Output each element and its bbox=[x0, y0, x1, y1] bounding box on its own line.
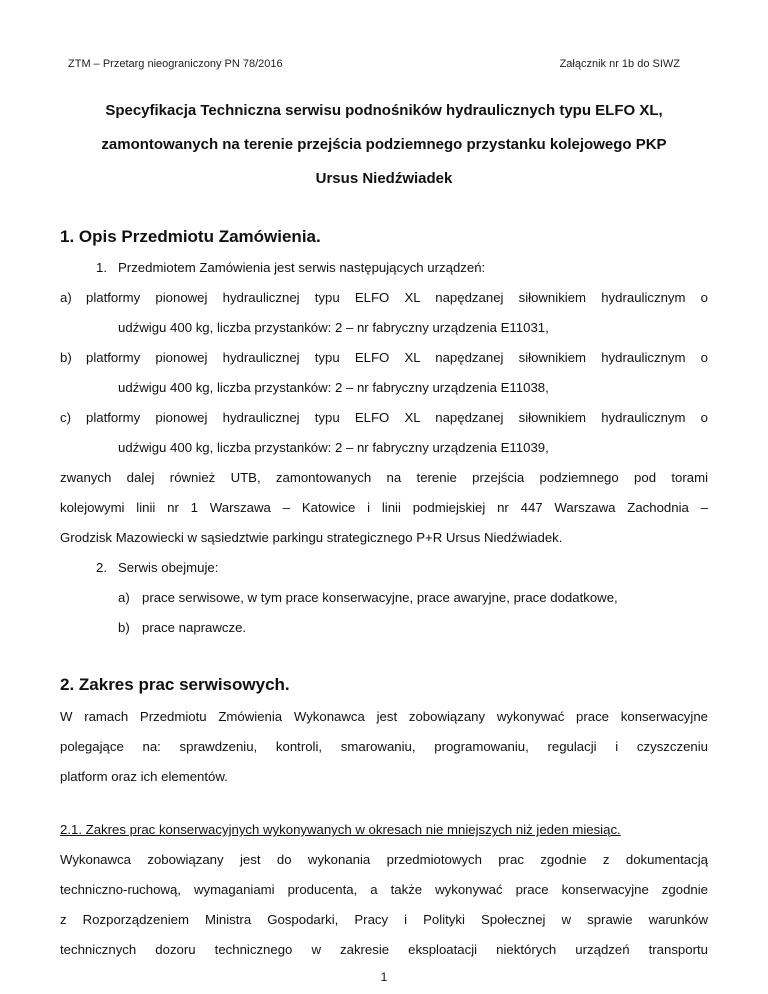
serwis-b-text: prace naprawcze. bbox=[142, 620, 247, 635]
title-line-2: zamontowanych na terenie przejścia podziemnego przystanku kolejowego PKP bbox=[101, 136, 667, 153]
item-2-text: Serwis obejmuje: bbox=[118, 560, 219, 575]
paragraph-1-line-3: Grodzisk Mazowiecki w sąsiedztwie parkingu strategicznego P+R Ursus Niedźwiadek. bbox=[60, 530, 563, 545]
paragraph-2-line-3: platform oraz ich elementów. bbox=[60, 769, 228, 784]
subitem-c-line-1: platformy pionowej hydraulicznej typu ELFO XL napędzanej siłownikiem hydraulicznym o bbox=[86, 410, 708, 425]
subitem-b-line-1: platformy pionowej hydraulicznej typu ELFO XL napędzanej siłownikiem hydraulicznym o bbox=[86, 350, 708, 365]
item-2-number: 2. bbox=[96, 560, 107, 575]
subsection-2-1-line-1: Wykonawca zobowiązany jest do wykonania przedmiotowych prac zgodnie z dokumentacją bbox=[60, 852, 708, 867]
paragraph-1-line-1: zwanych dalej również UTB, zamontowanych na terenie przejścia podziemnego pod torami bbox=[60, 470, 708, 485]
subitem-c-line-2: udźwigu 400 kg, liczba przystanków: 2 – nr fabryczny urządzenia E11039, bbox=[118, 440, 549, 455]
title-line-3: Ursus Niedźwiadek bbox=[315, 170, 453, 187]
paragraph-2-line-1: W ramach Przedmiotu Zmówienia Wykonawca jest zobowiązany wykonywać prace konserwacyjne bbox=[60, 709, 708, 724]
serwis-b-label: b) bbox=[118, 620, 130, 635]
subsection-2-1-line-2: techniczno-ruchową, wymaganiami producenta, a także wykonywać prace konserwacyjne zgodnie bbox=[60, 882, 708, 897]
subitem-a-line-2: udźwigu 400 kg, liczba przystanków: 2 – nr fabryczny urządzenia E11031, bbox=[118, 320, 549, 335]
item-1-number: 1. bbox=[96, 260, 107, 275]
subitem-a-label: a) bbox=[60, 290, 72, 305]
section-2-heading: 2. Zakres prac serwisowych. bbox=[60, 675, 290, 694]
title-line-1: Specyfikacja Techniczna serwisu podnośników hydraulicznych typu ELFO XL, bbox=[105, 102, 663, 119]
serwis-a-label: a) bbox=[118, 590, 130, 605]
subitem-c-label: c) bbox=[60, 410, 71, 425]
header-right: Załącznik nr 1b do SIWZ bbox=[559, 58, 680, 70]
subsection-2-1-line-3: z Rozporządzeniem Ministra Gospodarki, Pracy i Polityki Społecznej w sprawie warunków bbox=[60, 912, 708, 927]
page-number: 1 bbox=[380, 970, 388, 984]
header-left: ZTM – Przetarg nieograniczony PN 78/2016 bbox=[68, 58, 283, 70]
paragraph-1-line-2: kolejowymi linii nr 1 Warszawa – Katowice i linii podmiejskiej nr 447 Warszawa Zachodnia – bbox=[60, 500, 708, 515]
subitem-a-line-1: platformy pionowej hydraulicznej typu ELFO XL napędzanej siłownikiem hydraulicznym o bbox=[86, 290, 708, 305]
paragraph-2-line-2: polegające na: sprawdzeniu, kontroli, smarowaniu, programowaniu, regulacji i czyszczeniu bbox=[60, 739, 708, 754]
item-1-text: Przedmiotem Zamówienia jest serwis następujących urządzeń: bbox=[118, 260, 486, 275]
subsection-2-1-line-4: technicznych dozoru technicznego w zakresie eksploatacji niektórych urządzeń transportu bbox=[60, 942, 708, 957]
subitem-b-label: b) bbox=[60, 350, 72, 365]
subitem-b-line-2: udźwigu 400 kg, liczba przystanków: 2 – nr fabryczny urządzenia E11038, bbox=[118, 380, 549, 395]
section-1-heading: 1. Opis Przedmiotu Zamówienia. bbox=[60, 227, 321, 246]
serwis-a-text: prace serwisowe, w tym prace konserwacyjne, prace awaryjne, prace dodatkowe, bbox=[142, 590, 618, 605]
subsection-2-1-heading: 2.1. Zakres prac konserwacyjnych wykonywanych w okresach nie mniejszych niż jeden miesiąc. bbox=[60, 822, 621, 837]
